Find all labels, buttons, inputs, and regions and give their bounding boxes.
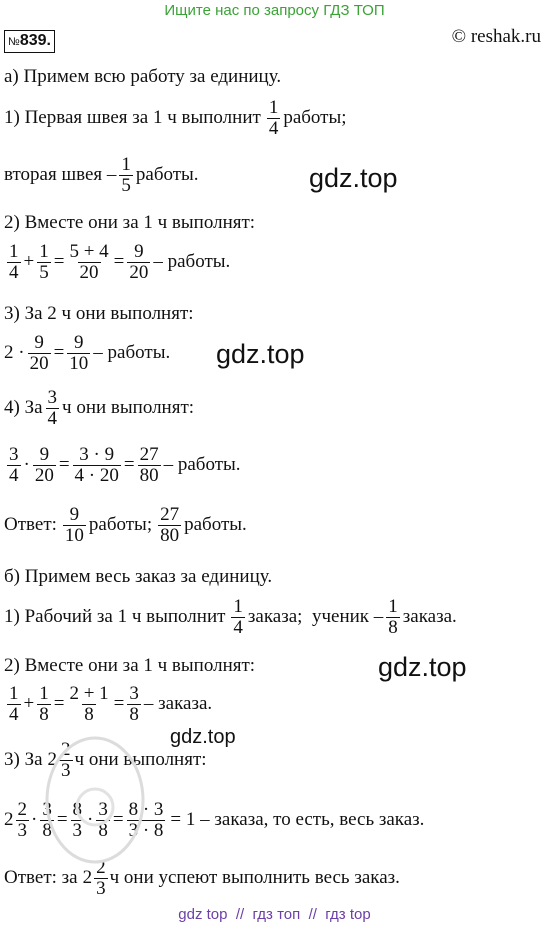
mixed-number: 2 $\frac{2}{3}$ [47,739,71,781]
fraction: $\frac{1}{8}$ [388,596,398,638]
fraction: $\frac{1}{4}$ [233,596,243,638]
fraction: $\frac{2}{3}$ [96,857,106,899]
watermark: gdz.top [216,339,305,369]
part-a-step1b: вторая швея – $\frac{1}{5}$ работы. [4,154,199,196]
fraction: $\frac{9}{20}$ [129,241,149,283]
bottom-banner[interactable]: gdz top // гдз топ // гдз top [178,906,371,923]
problem-number-badge [4,30,55,53]
fraction: $\frac{1}{8}$ [39,683,49,725]
fraction: $\frac{3}{4}$ [47,387,58,429]
fraction: $\frac{9}{10}$ [69,332,89,374]
watermark: gdz.top [170,726,236,748]
part-b-intro: б) Примем весь заказ за единицу. [4,566,273,587]
watermark: gdz.top [378,652,467,682]
fraction: $\frac{3}{8}$ [42,799,52,841]
fraction: $\frac{8 \cdot 3}{3 \cdot 8}$ [128,799,164,841]
fraction: $\frac{5 + 4}{20}$ [69,241,109,283]
fraction: $\frac{1}{4}$ [268,97,279,139]
part-b-step1: 1) Рабочий за 1 ч выполнит $\frac{1}{4}$ заказа; ученик – $\frac{1}{8}$ заказа. [4,596,457,638]
part-a-eq2: $\frac{1}{4}$ + $\frac{1}{5}$ = $\frac{5 + 4}{20}$ = $\frac{9}{20}$ – работы. [9,241,231,283]
top-banner[interactable]: Ищите нас по запросу ГДЗ ТОП [164,2,385,19]
part-b-answer: Ответ: за 2 $\frac{2}{3}$ ч они успеют выполнить весь заказ. [4,857,400,899]
fraction: $\frac{1}{5}$ [39,241,49,283]
fraction: $\frac{3 \cdot 9}{4 \cdot 20}$ [74,444,119,486]
problem-number: 839. [19,32,51,49]
part-a-eq4: $\frac{3}{4}$ · $\frac{9}{20}$ = $\frac{3 \cdot 9}{4 \cdot 20}$ = $\frac{27}{80}$ – работы. [9,444,241,486]
fraction: $\frac{2 + 1}{8}$ [69,683,109,725]
fraction: $\frac{1}{4}$ [9,241,19,283]
fraction: $\frac{27}{80}$ [139,444,159,486]
fraction: $\frac{9}{20}$ [34,444,54,486]
fraction: $\frac{9}{10}$ [64,504,84,546]
fraction: $\frac{3}{8}$ [98,799,108,841]
fraction: $\frac{8}{3}$ [72,799,83,841]
part-a-step1: 1) Первая швея за 1 ч выполнит $\frac{1}{4}$ работы; [4,97,347,139]
fraction: $\frac{9}{20}$ [29,332,49,374]
mixed-number: 2 $\frac{2}{3}$ [4,799,27,841]
fraction: $\frac{3}{4}$ [9,444,19,486]
fraction: $\frac{2}{3}$ [61,739,71,781]
part-a-answer: Ответ: $\frac{9}{10}$ работы; $\frac{27}{80}$ работы. [4,504,247,546]
part-a-step4: 4) За $\frac{3}{4}$ ч они выполнят: [4,387,195,429]
part-a-step3: 3) За 2 ч они выполнят: [4,303,194,324]
part-a-step2: 2) Вместе они за 1 ч выполнят: [4,212,256,233]
fraction: $\frac{2}{3}$ [17,799,27,841]
number-sign: № [8,36,20,48]
part-a-intro: а) Примем всю работу за единицу. [4,66,282,87]
part-a-eq3: 2 · $\frac{9}{20}$ = $\frac{9}{10}$ – работы. [4,332,171,374]
fraction: $\frac{27}{80}$ [160,504,180,546]
fraction: $\frac{1}{4}$ [9,683,19,725]
part-b-step3: 3) За 2 $\frac{2}{3}$ ч они выполнят: [4,739,207,781]
part-b-step2: 2) Вместе они за 1 ч выполнят: [4,655,256,676]
fraction: $\frac{1}{5}$ [121,154,131,196]
fraction: $\frac{3}{8}$ [129,683,139,725]
part-b-eq2: $\frac{1}{4}$ + $\frac{1}{8}$ = $\frac{2 + 1}{8}$ = $\frac{3}{8}$ – заказа. [9,683,213,725]
reshak-seal-watermark [35,725,155,875]
mixed-number: 2 $\frac{2}{3}$ [82,857,106,899]
copyright[interactable]: © reshak.ru [451,26,541,47]
watermark: gdz.top [309,163,398,193]
part-b-eq3: 2 $\frac{2}{3}$ · $\frac{3}{8}$ = $\frac{8}{3}$ · $\frac{3}{8}$ = $\frac{8 \cdot 3}{3 \cdot 8}$ = 1 – заказа, то есть, весь заказ. [4,799,425,841]
